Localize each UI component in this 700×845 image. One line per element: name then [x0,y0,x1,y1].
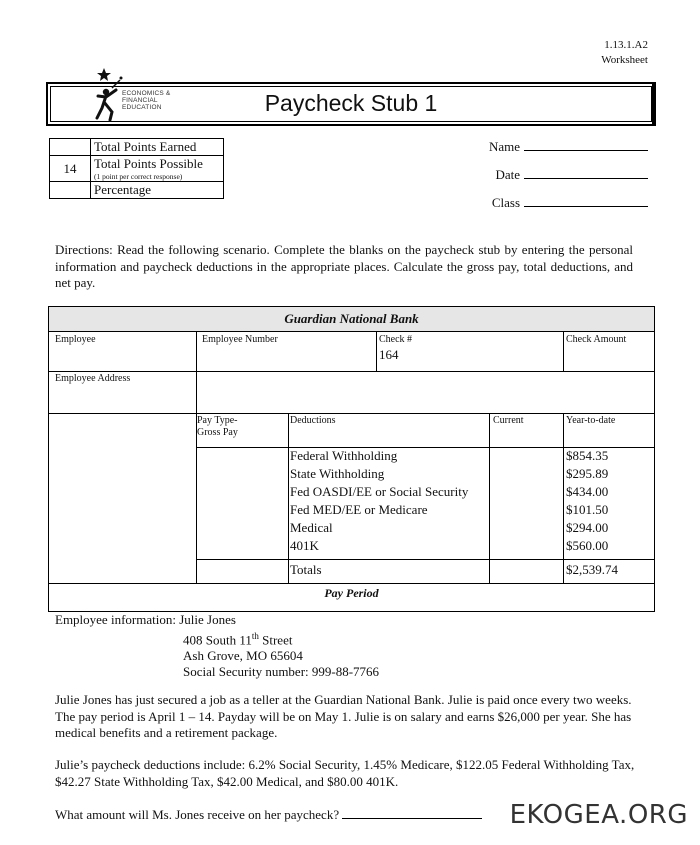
title-banner [46,82,656,126]
date-field[interactable]: Date [470,166,648,194]
pay-type-label: Pay Type- Gross Pay [197,415,238,438]
pay-period-label: Pay Period [324,586,379,600]
ytd-label: Year-to-date [566,415,616,426]
score-table [49,138,224,199]
employee-info-label: Employee information: [55,612,176,627]
list-item: Medical [290,520,333,535]
doc-type: Worksheet [601,54,648,66]
list-item: Fed OASDI/EE or Social Security [290,484,469,499]
list-item: $101.50 [566,502,609,517]
document-code [601,38,648,68]
bank-name: Guardian National Bank [49,307,654,332]
list-item: $560.00 [566,538,609,553]
employee-label: Employee [55,334,96,345]
points-earned-label: Total Points Earned [91,139,224,156]
list-item: Federal Withholding [290,448,398,463]
points-note: (1 point per correct response) [94,172,183,181]
check-number-value: 164 [379,347,399,362]
directions-text: Directions: Read the following scenario. Complete the blanks on the paycheck stub by entering the personal information and paycheck deductions in the appropriate places. Calculate the gross pay, total deductions, and net pay. [55,242,633,290]
ytd-values-list [566,447,608,555]
page-title: Paycheck Stub 1 [264,90,438,116]
list-item: $434.00 [566,484,609,499]
ytd-total: $2,539.74 [566,562,618,577]
current-label: Current [493,415,524,426]
check-amount-label: Check Amount [566,334,627,345]
name-field[interactable]: Name [470,138,648,166]
deductions-list [290,447,468,555]
points-possible-value: 14 [50,156,91,182]
watermark: EKOGEA.ORG [509,800,688,830]
points-possible-label: Total Points Possible [94,156,203,171]
deductions-text: Julie’s paycheck deductions include: 6.2% Social Security, 1.45% Medicare, $122.05 Federal Withholding Tax, $42.27 State Withholding Tax, $42.00 Medical, and $80.00 401K. [55,757,635,789]
employee-street: 408 South 11th Street [183,631,293,648]
logo-text: ECONOMICS & FINANCIAL EDUCATION [122,90,171,111]
list-item: Fed MED/EE or Medicare [290,502,428,517]
list-item: $854.35 [566,448,609,463]
employee-ssn: Social Security number: 999-88-7766 [183,664,380,680]
employee-information [55,612,379,680]
scenario-text: Julie Jones has just secured a job as a teller at the Guardian National Bank. Julie is paid once every two weeks. The pay period is April 1 – 14. Payday will be on May 1. Julie is on salary and earns $26,000 per year. She has medical benefits and a retirement package. [55,692,632,740]
employee-name: Julie Jones [179,612,236,627]
answer-blank[interactable] [342,806,482,819]
list-item: 401K [290,538,319,553]
list-item: $294.00 [566,520,609,535]
check-number-label: Check # [379,334,413,345]
question-text: What amount will Ms. Jones receive on her paycheck? [55,807,340,822]
employee-number-label: Employee Number [202,334,278,345]
paycheck-stub [48,306,655,612]
employee-city: Ash Grove, MO 65604 [183,648,303,664]
employee-address-label: Employee Address [55,373,131,384]
class-field[interactable]: Class [470,194,648,222]
totals-label: Totals [290,562,322,577]
student-fields [470,138,648,222]
percentage-label: Percentage [91,182,224,199]
doc-code: 1.13.1.A2 [604,39,648,51]
deductions-label: Deductions [290,415,336,426]
list-item: State Withholding [290,466,385,481]
list-item: $295.89 [566,466,609,481]
